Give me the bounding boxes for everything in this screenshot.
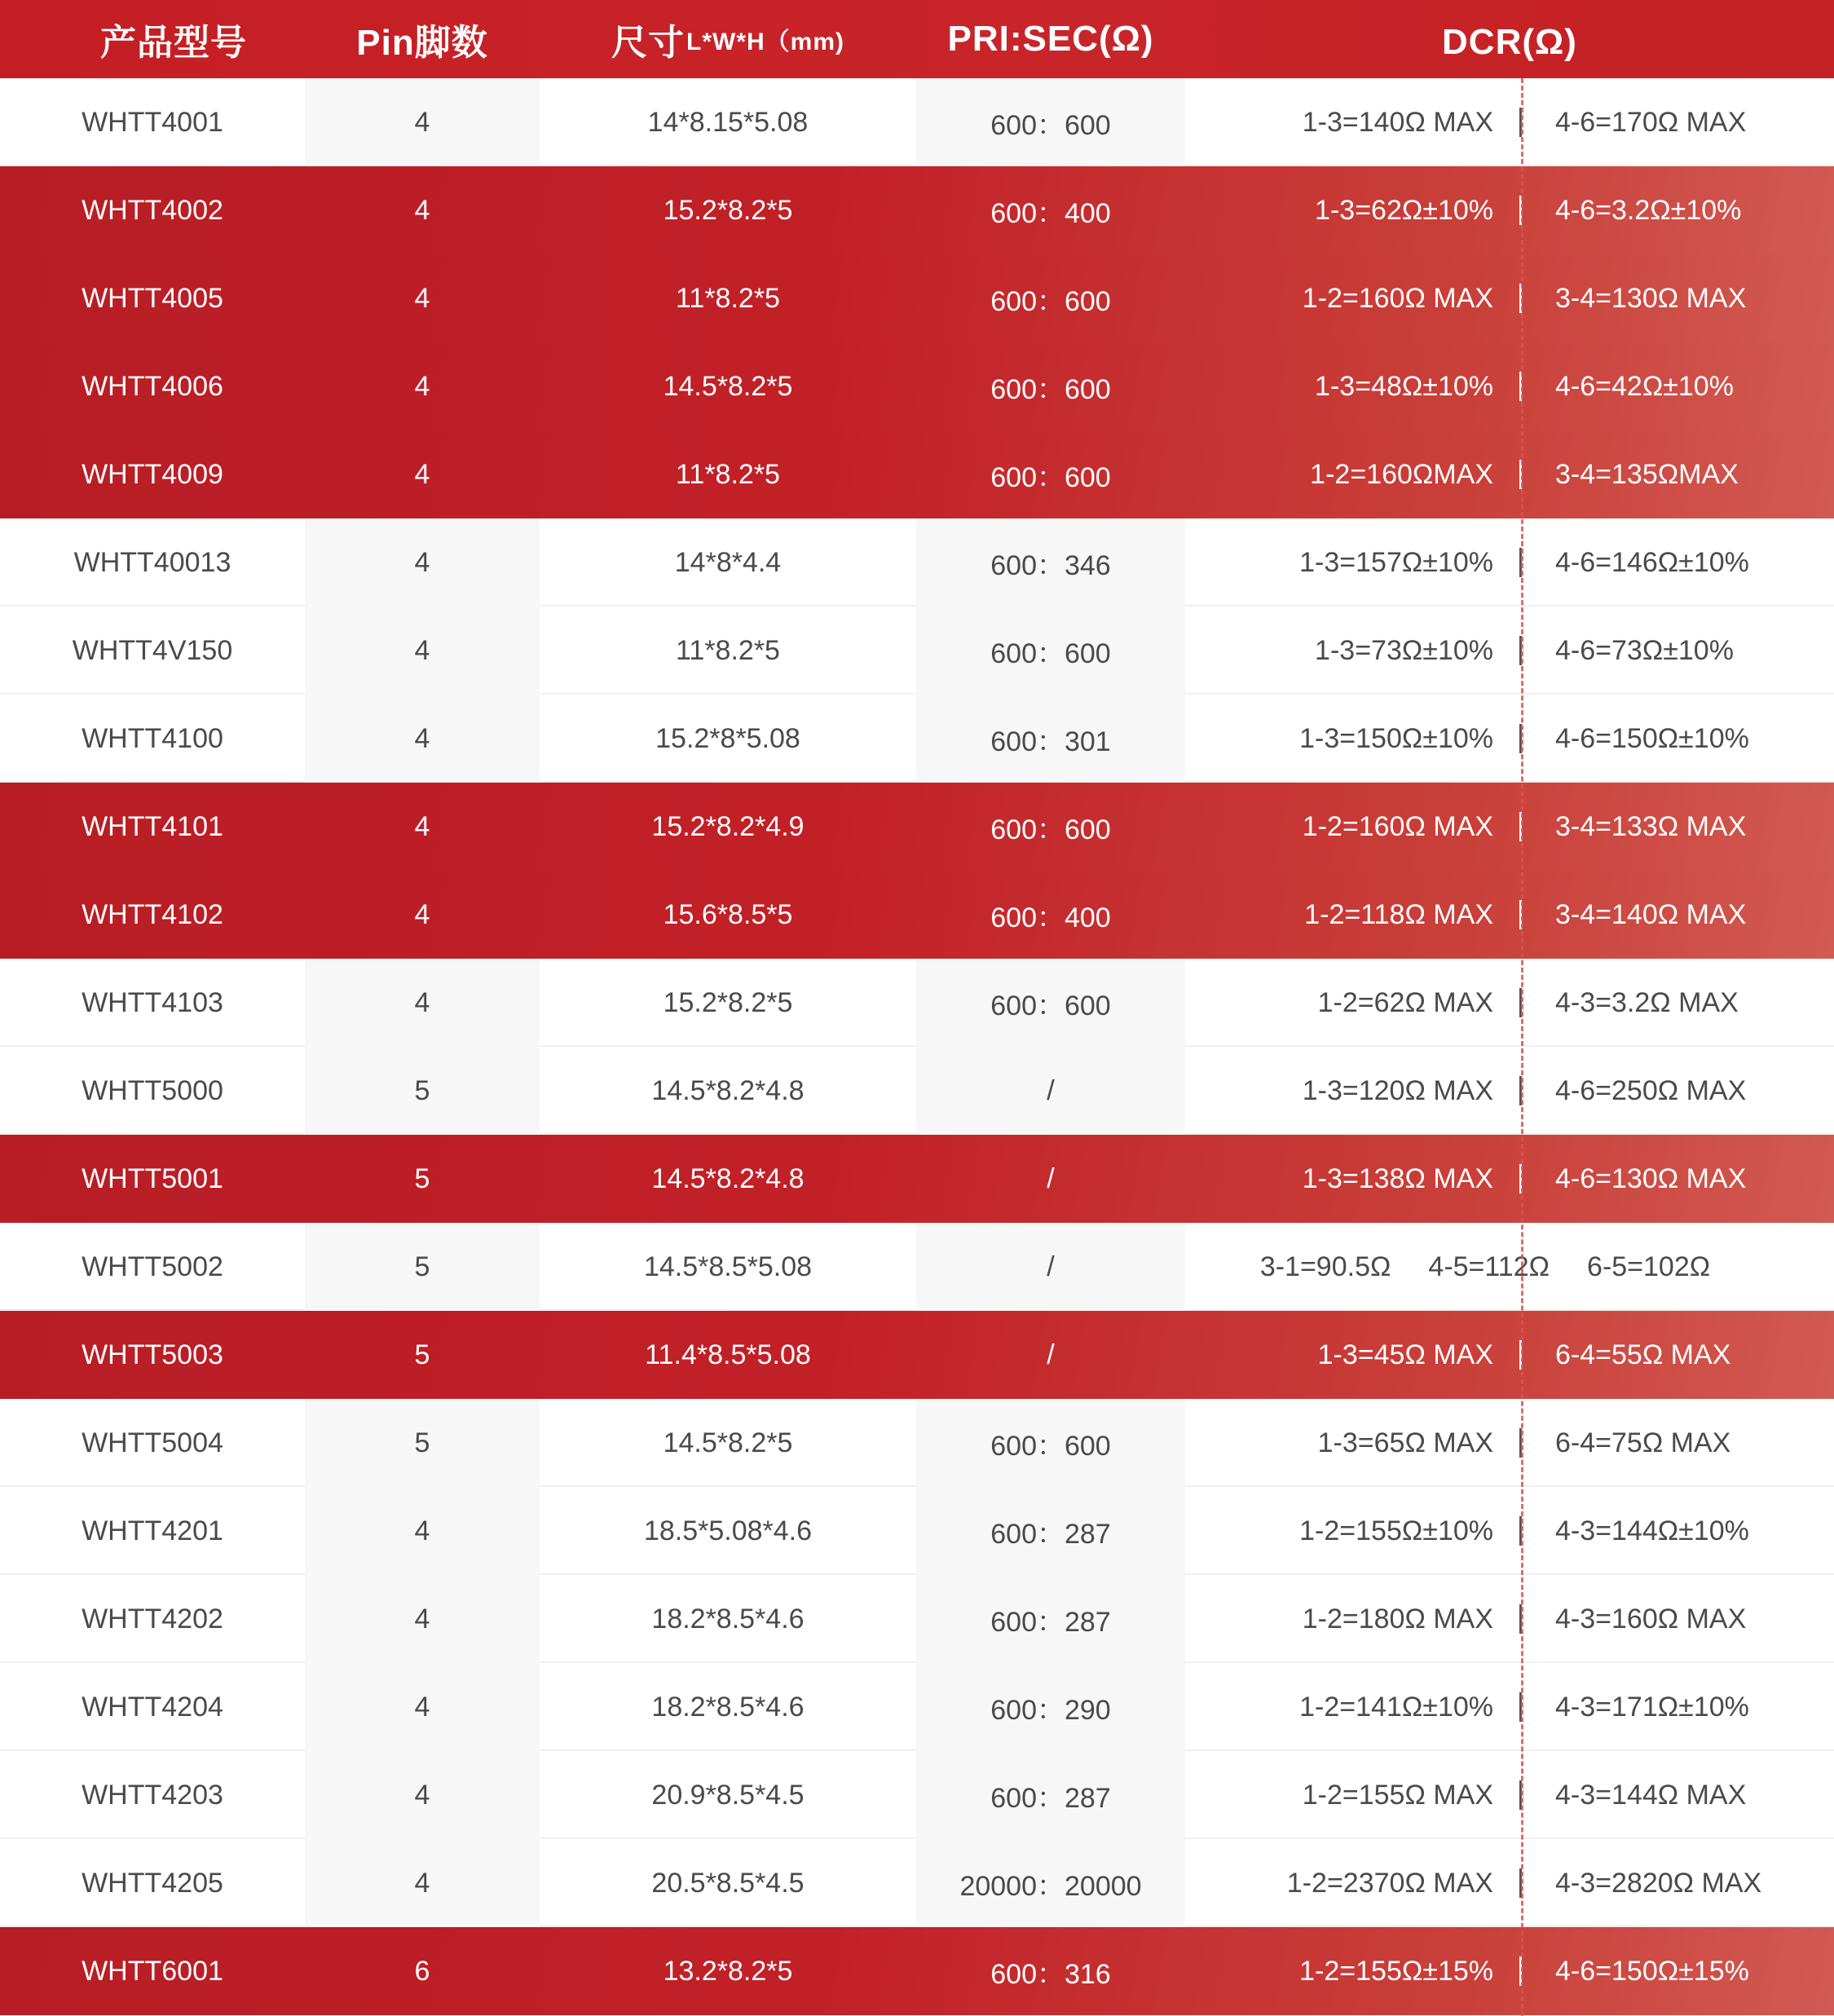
dcr-primary-cell: 1-2=141Ω±10% (1299, 1691, 1493, 1723)
model-cell: WHTT4103 (82, 986, 223, 1018)
dcr-secondary-cell: 6-4=75Ω MAX (1555, 1427, 1731, 1458)
dcr-primary-cell: 1-3=65Ω MAX (1317, 1427, 1493, 1458)
ratio-cell: 600：600 (916, 1399, 1185, 1487)
dcr-primary-cell: 1-3=138Ω MAX (1302, 1162, 1493, 1194)
ratio-cell: 600：600 (990, 814, 1111, 845)
dcr-primary-cell: 1-2=160Ω MAX (1302, 810, 1493, 842)
header-dcr: DCR(Ω) (1442, 22, 1577, 62)
size-cell: 15.2*8.2*5 (663, 986, 793, 1018)
pins-cell: 5 (305, 1399, 540, 1487)
dcr-secondary-cell: 4-6=130Ω MAX (1555, 1162, 1747, 1194)
dcr-primary-cell: 1-2=160ΩMAX (1310, 458, 1493, 490)
table-row (0, 1047, 1834, 1135)
size-cell: 20.5*8.5*4.5 (651, 1867, 805, 1899)
dcr-primary-cell: 1-2=118Ω MAX (1304, 898, 1493, 930)
dcr-primary-cell: 1-2=155Ω±10% (1299, 1515, 1493, 1546)
size-cell: 18.5*5.08*4.6 (643, 1515, 813, 1546)
pins-cell: 5 (305, 1223, 540, 1311)
pins-cell: 4 (414, 458, 430, 490)
ratio-cell: / (1047, 1162, 1055, 1194)
pins-cell: 4 (305, 607, 540, 695)
pins-cell: 4 (414, 282, 430, 314)
pins-cell: 4 (414, 898, 430, 930)
ratio-cell: 600：346 (916, 518, 1185, 607)
model-cell: WHTT4204 (82, 1691, 223, 1723)
ratio-cell: 600：287 (916, 1751, 1185, 1839)
dcr-primary-cell: 1-2=62Ω MAX (1317, 986, 1493, 1018)
ratio-cell: 600：400 (990, 197, 1111, 229)
dcr-secondary-cell: 4-3=3.2Ω MAX (1555, 986, 1739, 1018)
dcr-secondary-cell: 4-6=146Ω±10% (1555, 546, 1749, 578)
dcr-secondary-cell: 3-4=135ΩMAX (1555, 458, 1739, 490)
pins-cell: 4 (305, 1839, 540, 1927)
model-cell: WHTT5003 (82, 1339, 223, 1370)
dcr-secondary-cell: 3-4=140Ω MAX (1555, 898, 1747, 930)
size-cell: 11.4*8.5*5.08 (645, 1339, 811, 1370)
table-row (0, 518, 1834, 607)
dcr-secondary-cell: 4-6=73Ω±10% (1555, 634, 1734, 666)
table-row (0, 1135, 1834, 1223)
model-cell: WHTT5002 (82, 1251, 223, 1282)
ratio-cell: 600：600 (916, 607, 1185, 695)
table-row (0, 430, 1834, 518)
ratio-cell: 600：600 (990, 285, 1111, 317)
pins-cell: 4 (305, 959, 540, 1047)
dcr-secondary-cell: 4-3=160Ω MAX (1555, 1603, 1747, 1634)
dcr-secondary-cell: 4-3=144Ω±10% (1555, 1515, 1749, 1546)
dcr-primary-cell: 1-3=45Ω MAX (1317, 1339, 1493, 1370)
dcr-primary-cell: 1-3=157Ω±10% (1299, 546, 1493, 578)
model-cell: WHTT40013 (73, 546, 231, 578)
model-cell: WHTT4102 (82, 898, 223, 930)
model-cell: WHTT4101 (82, 810, 223, 842)
size-cell: 15.2*8.2*5 (663, 194, 793, 226)
ratio-cell: 600：301 (916, 695, 1185, 783)
table-row (0, 78, 1834, 166)
size-cell: 11*8.2*5 (676, 282, 780, 314)
dcr-secondary-cell: 6-4=55Ω MAX (1555, 1339, 1731, 1370)
dcr-primary-cell: 1-3=73Ω±10% (1315, 634, 1493, 666)
header-size: 尺寸 L*W*H（mm) (611, 23, 844, 63)
size-cell: 14.5*8.2*5 (663, 1427, 793, 1458)
model-cell: WHTT4V150 (72, 634, 233, 666)
dcr-primary-cell: 1-2=155Ω MAX (1302, 1779, 1493, 1811)
size-cell: 20.9*8.5*4.5 (651, 1779, 805, 1811)
model-cell: WHTT4006 (82, 370, 223, 402)
model-cell: WHTT6001 (82, 1955, 223, 1987)
table-row (0, 1487, 1834, 1575)
dcr-value: 6-5=102Ω (1587, 1251, 1711, 1282)
dcr-primary-cell: 1-3=120Ω MAX (1302, 1074, 1493, 1106)
ratio-cell: 600：287 (916, 1575, 1185, 1663)
dcr-secondary-cell: 4-3=2820Ω MAX (1555, 1867, 1762, 1899)
table-row (0, 1223, 1834, 1311)
dcr-secondary-cell: 4-6=250Ω MAX (1555, 1074, 1747, 1106)
dcr-triple-cell (1185, 1223, 1834, 1311)
model-cell: WHTT4201 (82, 1515, 223, 1546)
ratio-cell: 600：600 (990, 461, 1111, 493)
dcr-primary-cell: 1-2=155Ω±15% (1299, 1955, 1493, 1987)
pins-cell: 4 (305, 1487, 540, 1575)
dcr-secondary-cell: 3-4=133Ω MAX (1555, 810, 1747, 842)
ratio-cell: 600：287 (916, 1487, 1185, 1575)
header-pins: Pin脚数 (356, 23, 488, 63)
dcr-primary-cell: 1-3=48Ω±10% (1315, 370, 1493, 402)
table-row (0, 1751, 1834, 1839)
size-cell: 14*8.15*5.08 (647, 106, 809, 138)
ratio-cell: 600：600 (916, 959, 1185, 1047)
dcr-primary-cell: 1-3=140Ω MAX (1302, 106, 1493, 138)
dcr-secondary-cell: 4-6=150Ω±15% (1555, 1955, 1749, 1987)
header-model: 产品型号 (100, 23, 247, 63)
model-cell: WHTT4203 (82, 1779, 223, 1811)
table-header (0, 0, 1834, 78)
dcr-secondary-cell: 4-6=42Ω±10% (1555, 370, 1734, 402)
model-cell: WHTT4009 (82, 458, 223, 490)
size-cell: 15.2*8.2*4.9 (651, 810, 805, 842)
pins-cell: 4 (414, 370, 430, 402)
pins-cell: 5 (414, 1339, 430, 1370)
table-row (0, 1399, 1834, 1487)
pins-cell: 5 (414, 1162, 430, 1194)
dcr-column-divider (1521, 78, 1523, 2016)
table-row (0, 1311, 1834, 1399)
ratio-cell: 600：600 (990, 373, 1111, 405)
pins-cell: 4 (305, 518, 540, 607)
model-cell: WHTT4205 (82, 1867, 223, 1899)
table-row (0, 1575, 1834, 1663)
ratio-cell: 600：400 (990, 902, 1111, 933)
size-cell: 14.5*8.5*5.08 (643, 1251, 813, 1282)
pins-cell: 4 (305, 695, 540, 783)
model-cell: WHTT4202 (82, 1603, 223, 1634)
size-cell: 14*8*4.4 (674, 546, 782, 578)
size-cell: 15.2*8*5.08 (655, 722, 800, 754)
ratio-cell: 600：290 (916, 1663, 1185, 1751)
dcr-value: 4-5=112Ω (1428, 1251, 1550, 1282)
header-ratio: PRI:SEC(Ω) (947, 19, 1154, 59)
table-row (0, 959, 1834, 1047)
table-row (0, 342, 1834, 430)
model-cell: WHTT5001 (82, 1162, 223, 1194)
model-cell: WHTT5000 (82, 1074, 223, 1106)
dcr-primary-cell: 1-3=62Ω±10% (1315, 194, 1493, 226)
pins-cell: 4 (305, 78, 540, 166)
model-cell: WHTT4001 (82, 106, 223, 138)
table-row (0, 607, 1834, 695)
table-row (0, 1839, 1834, 1927)
table-row (0, 254, 1834, 342)
model-cell: WHTT4100 (82, 722, 223, 754)
model-cell: WHTT5004 (82, 1427, 223, 1458)
table-row (0, 871, 1834, 959)
dcr-secondary-cell: 4-3=171Ω±10% (1555, 1691, 1749, 1723)
pins-cell: 6 (414, 1955, 430, 1987)
pins-cell: 4 (414, 810, 430, 842)
table-row (0, 783, 1834, 871)
ratio-cell: / (1047, 1339, 1055, 1370)
table-row (0, 166, 1834, 254)
dcr-primary-cell: 1-2=180Ω MAX (1302, 1603, 1493, 1634)
size-cell: 15.6*8.5*5 (663, 898, 793, 930)
pins-cell: 4 (305, 1575, 540, 1663)
size-cell: 13.2*8.2*5 (663, 1955, 793, 1987)
size-cell: 14.5*8.2*4.8 (651, 1162, 805, 1194)
dcr-secondary-cell: 4-6=150Ω±10% (1555, 722, 1749, 754)
size-cell: 11*8.2*5 (676, 634, 780, 666)
ratio-cell: / (916, 1047, 1185, 1135)
table-row (0, 1663, 1834, 1751)
dcr-secondary-cell: 4-6=3.2Ω±10% (1555, 194, 1742, 226)
pins-cell: 4 (414, 194, 430, 226)
ratio-cell: 600：600 (916, 78, 1185, 166)
pins-cell: 5 (305, 1047, 540, 1135)
dcr-primary-cell: 1-2=160Ω MAX (1302, 282, 1493, 314)
table-row (0, 695, 1834, 783)
size-cell: 18.2*8.5*4.6 (651, 1603, 805, 1634)
size-cell: 11*8.2*5 (676, 458, 780, 490)
dcr-value: 3-1=90.5Ω (1259, 1251, 1391, 1282)
size-cell: 14.5*8.2*4.8 (651, 1074, 805, 1106)
dcr-secondary-cell: 4-3=144Ω MAX (1555, 1779, 1747, 1811)
model-cell: WHTT4005 (82, 282, 223, 314)
dcr-primary-cell: 1-3=150Ω±10% (1299, 722, 1493, 754)
pins-cell: 4 (305, 1663, 540, 1751)
ratio-cell: 20000：20000 (916, 1839, 1185, 1927)
size-cell: 18.2*8.5*4.6 (651, 1691, 805, 1723)
table-row (0, 1927, 1834, 2015)
model-cell: WHTT4002 (82, 194, 223, 226)
ratio-cell: 600：316 (990, 1958, 1111, 1990)
size-cell: 14.5*8.2*5 (663, 370, 793, 402)
dcr-secondary-cell: 3-4=130Ω MAX (1555, 282, 1747, 314)
dcr-secondary-cell: 4-6=170Ω MAX (1555, 106, 1747, 138)
pins-cell: 4 (305, 1751, 540, 1839)
ratio-cell: / (916, 1223, 1185, 1311)
dcr-primary-cell: 1-2=2370Ω MAX (1286, 1867, 1493, 1899)
